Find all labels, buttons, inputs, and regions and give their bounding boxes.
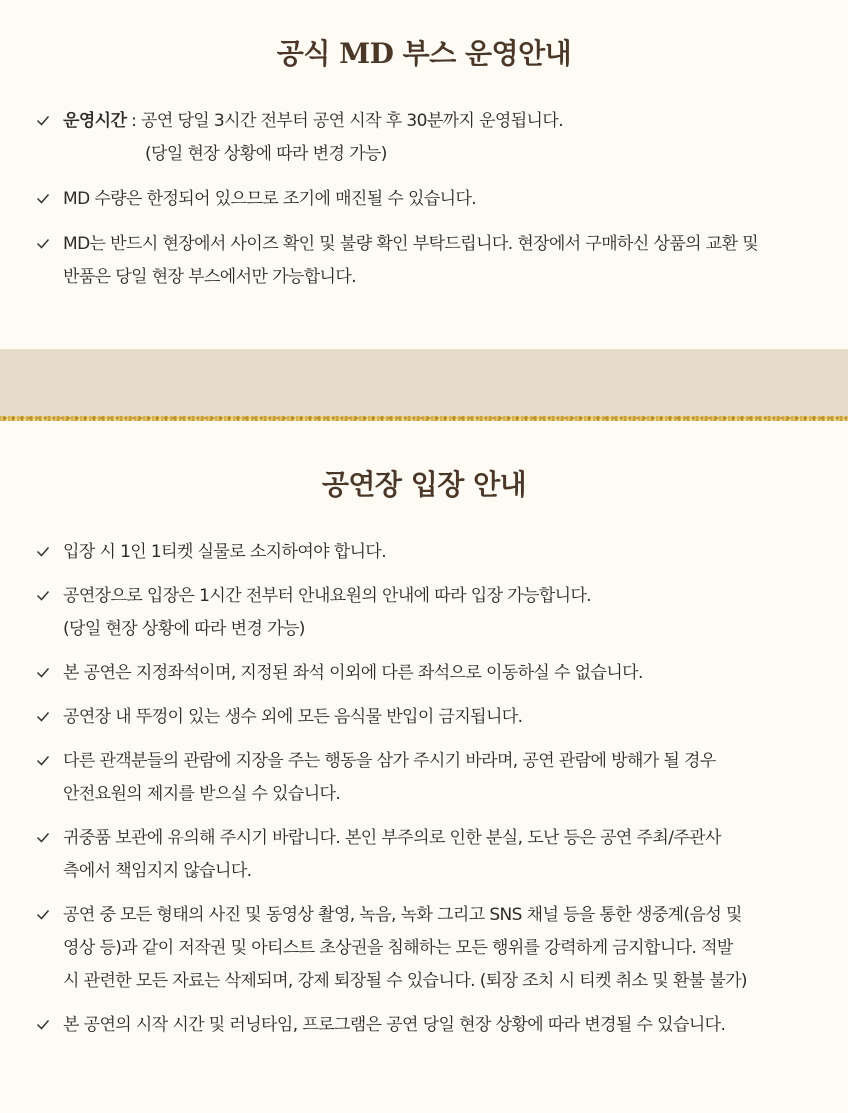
list-item: [0, 580, 848, 646]
md-booth-title: 공식 MD 부스 운영안내: [276, 37, 572, 70]
list-item-text: 영상 등)과 같이 저작권 및 아티스트 초상권을 침해하는 모든 행위를 강력하게 금지합니다. 적발: [63, 938, 733, 958]
list-item-text: 공연장으로 입장은 1시간 전부터 안내요원의 안내에 따라 입장 가능합니다.: [63, 586, 592, 606]
list-item-text: 입장 시 1인 1티켓 실물로 소지하여야 합니다.: [63, 542, 387, 562]
list-item: [0, 745, 848, 811]
list-item-text: 시 관련한 모든 자료는 삭제되며, 강제 퇴장될 수 있습니다. (퇴장 조치 시 티켓 취소 및 환불 불가): [63, 971, 747, 991]
entry-guide-section: [0, 421, 848, 1113]
check-icon: [36, 589, 50, 603]
list-item: [0, 228, 848, 294]
check-icon: [36, 1018, 50, 1032]
check-icon: [36, 666, 50, 680]
check-icon: [36, 908, 50, 922]
entry-guide-title: 공연장 입장 안내: [321, 468, 527, 501]
list-item-text: 본 공연은 지정좌석이며, 지정된 좌석 이외에 다른 좌석으로 이동하실 수 없습니다.: [63, 663, 643, 683]
list-item-text: 안전요원의 제지를 받으실 수 있습니다.: [63, 784, 341, 804]
check-icon: [36, 710, 50, 724]
md-booth-list: [0, 105, 848, 294]
list-item-text: 본 공연의 시작 시간 및 러닝타임, 프로그램은 공연 당일 현장 상황에 따라 변경될 수 있습니다.: [63, 1015, 726, 1035]
list-item: [0, 105, 848, 171]
list-item-text: 다른 관객분들의 관람에 지장을 주는 행동을 삼가 주시기 바라며, 공연 관람에 방해가 될 경우: [63, 751, 716, 771]
list-item: [0, 183, 848, 216]
check-icon: [36, 192, 50, 206]
check-icon: [36, 237, 50, 251]
operating-hours-text: : 공연 당일 3시간 전부터 공연 시작 후 30분까지 운영됩니다.: [126, 111, 563, 131]
section-divider-band: [0, 349, 848, 421]
gold-glitter-sparkle: [0, 417, 848, 419]
list-item: [0, 1009, 848, 1042]
check-icon: [36, 754, 50, 768]
operating-hours-label: 운영시간: [63, 111, 127, 131]
list-item: [0, 657, 848, 690]
list-item: [0, 899, 848, 998]
md-booth-section: [0, 0, 848, 349]
operating-hours-note: (당일 현장 상황에 따라 변경 가능): [145, 144, 387, 164]
list-item: [0, 822, 848, 888]
list-item-text: 반품은 당일 현장 부스에서만 가능합니다.: [63, 267, 356, 287]
entry-guide-list: [0, 536, 848, 1042]
check-icon: [36, 114, 50, 128]
list-item-text: 귀중품 보관에 유의해 주시기 바랍니다. 본인 부주의로 인한 분실, 도난 등은 공연 주최/주관사: [63, 828, 721, 848]
list-item-text: 공연 중 모든 형태의 사진 및 동영상 촬영, 녹음, 녹화 그리고 SNS 채널 등을 통한 생중계(음성 및: [63, 905, 742, 925]
list-item-text: MD는 반드시 현장에서 사이즈 확인 및 불량 확인 부탁드립니다. 현장에서 구매하신 상품의 교환 및: [63, 234, 759, 254]
list-item-text: 공연장 내 뚜껑이 있는 생수 외에 모든 음식물 반입이 금지됩니다.: [63, 707, 523, 727]
list-item: [0, 701, 848, 734]
check-icon: [36, 831, 50, 845]
list-item-text: MD 수량은 한정되어 있으므로 조기에 매진될 수 있습니다.: [63, 189, 477, 209]
list-item-text: 측에서 책임지지 않습니다.: [63, 861, 252, 881]
check-icon: [36, 545, 50, 559]
list-item-text: (당일 현장 상황에 따라 변경 가능): [63, 619, 305, 639]
list-item: [0, 536, 848, 569]
